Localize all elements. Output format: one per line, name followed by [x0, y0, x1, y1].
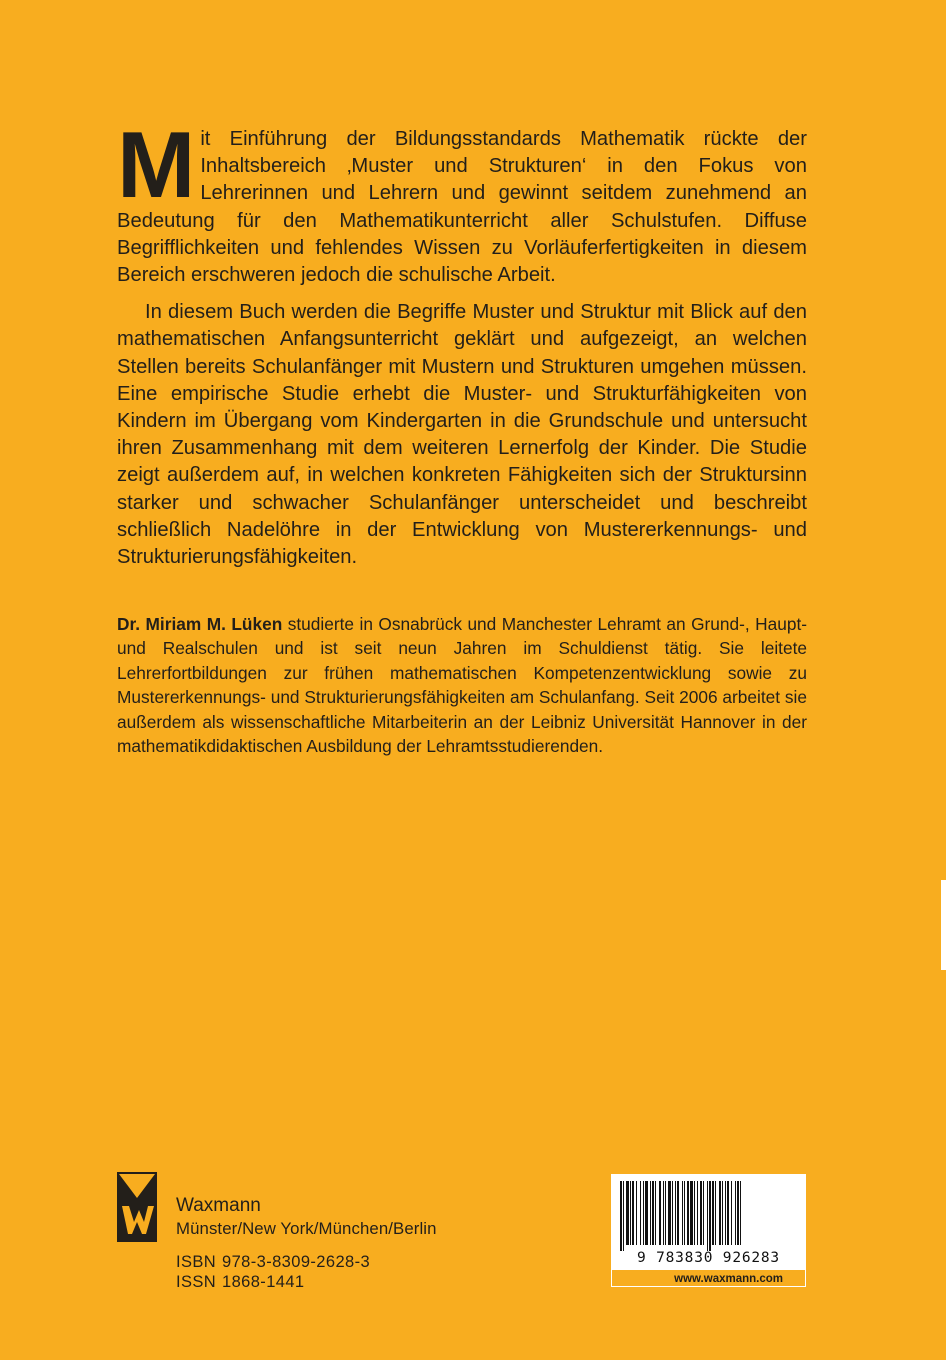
barcode-icon	[618, 1181, 799, 1251]
barcode-bar	[731, 1181, 732, 1245]
barcode-bar	[663, 1181, 664, 1245]
isbn-row	[176, 1252, 370, 1272]
barcode-bar	[655, 1181, 656, 1245]
barcode-bar	[652, 1181, 654, 1245]
barcode-digits: 9 783830 926283	[637, 1250, 780, 1266]
barcode-bar	[709, 1181, 711, 1251]
barcode-bar	[636, 1181, 637, 1245]
book-blurb	[117, 112, 807, 571]
author-bio	[117, 612, 807, 758]
barcode-bar	[735, 1181, 736, 1245]
isbn-value: 978-3-8309-2628-3	[222, 1253, 371, 1271]
blurb-paragraph-1-text: it Einführung der Bildungsstandards Mathematik rückte der Inhaltsbereich ‚Muster und Strukturen‘ in den Fokus von Lehrerinnen und Lehrern und gewinnt seitdem zunehmend an Bedeutung für den Mathematikunterricht aller Schulstufen. Diffuse Begrifflichkeiten und fehlendes Wissen zu Vorläuferfertigkeiten in diesem Bereich erschweren jedoch die schulische Arbeit.	[117, 128, 807, 287]
barcode-bar	[659, 1181, 661, 1245]
barcode-bar	[650, 1181, 651, 1245]
drop-cap-letter: M	[117, 112, 195, 217]
barcode-bar	[640, 1181, 641, 1245]
issn-row	[176, 1272, 370, 1292]
barcode-bar	[694, 1181, 695, 1245]
barcode-bar	[703, 1181, 704, 1245]
barcode-bar	[645, 1181, 648, 1245]
isbn-label: ISBN	[176, 1253, 217, 1271]
publisher-block	[176, 1194, 437, 1240]
barcode-panel	[611, 1174, 806, 1287]
barcode-bar	[665, 1181, 666, 1245]
barcode-bar	[690, 1181, 693, 1245]
barcode-bar	[722, 1181, 723, 1245]
barcode-bar	[675, 1181, 676, 1245]
barcode-bar	[672, 1181, 673, 1245]
barcode-bar	[697, 1181, 698, 1245]
barcode-bar	[712, 1181, 714, 1245]
author-name: Dr. Miriam M. Lüken	[117, 614, 283, 634]
barcode-bar	[684, 1181, 685, 1245]
publisher-url: www.waxmann.com	[611, 1269, 806, 1287]
barcode-bar	[725, 1181, 726, 1245]
barcode-bar	[700, 1181, 702, 1245]
author-bio-text: studierte in Osnabrück und Manchester Lehramt an Grund-, Haupt- und Realschulen und ist seit neun Jahren im Schuldienst tätig. Sie leitete Lehrerfortbildungen zur frühen mathematischen Kompetenzentwicklung sowie zu Mustererkennungs- und Strukturierungsfähigkeiten am Schulanfang. Seit 2006 arbeitet sie außerdem als wissenschaftliche Mitarbeiterin an der Leibniz Universität Hannover in der mathematikdidaktischen Ausbildung der Lehramtsstudierenden.	[117, 614, 807, 757]
barcode-bar	[623, 1181, 624, 1251]
issn-value: 1868-1441	[222, 1273, 305, 1291]
barcode-bar	[715, 1181, 716, 1245]
publisher-name: Waxmann	[176, 1195, 261, 1216]
barcode-bar	[626, 1181, 629, 1245]
barcode-bar	[620, 1181, 622, 1251]
barcode-bar	[737, 1181, 739, 1245]
barcode-bar	[668, 1181, 671, 1245]
waxmann-logo-icon	[117, 1172, 157, 1242]
identifier-block	[176, 1252, 370, 1292]
blurb-paragraph-2: In diesem Buch werden die Begriffe Muster und Struktur mit Blick auf den mathematischen Anfangsunterricht geklärt und aufgezeigt, an welchen Stellen bereits Schulanfänger mit Mustern und Strukturen umgehen müssen. Eine empirische Studie erhebt die Muster- und Strukturfähigkeiten von Kindern im Übergang vom Kindergarten in die Grundschule und untersucht ihren Zusammenhang mit dem weiteren Lernerfolg der Kinder. Die Studie zeigt außerdem auf, in welchen konkreten Fähigkeiten sich der Struktursinn starker und schwacher Schulanfänger unterscheidet und beschreibt schließlich Nadelöhre in der Entwicklung von Mustererkennungs- und Strukturierungsfähigkeiten.	[117, 301, 807, 569]
barcode-bar	[740, 1181, 741, 1245]
barcode-bar	[707, 1181, 708, 1251]
barcode-bar	[643, 1181, 644, 1245]
barcode-bar	[727, 1181, 729, 1245]
barcode-bar	[630, 1181, 631, 1245]
barcode-bar	[719, 1181, 721, 1245]
barcode-bar	[632, 1181, 634, 1245]
publisher-cities: Münster/New York/München/Berlin	[176, 1219, 437, 1238]
issn-label: ISSN	[176, 1273, 217, 1291]
barcode-bar	[682, 1181, 683, 1245]
barcode-bar	[687, 1181, 689, 1245]
barcode-bar	[677, 1181, 679, 1245]
edge-mark	[941, 880, 946, 970]
blurb-paragraph-1	[117, 112, 807, 289]
